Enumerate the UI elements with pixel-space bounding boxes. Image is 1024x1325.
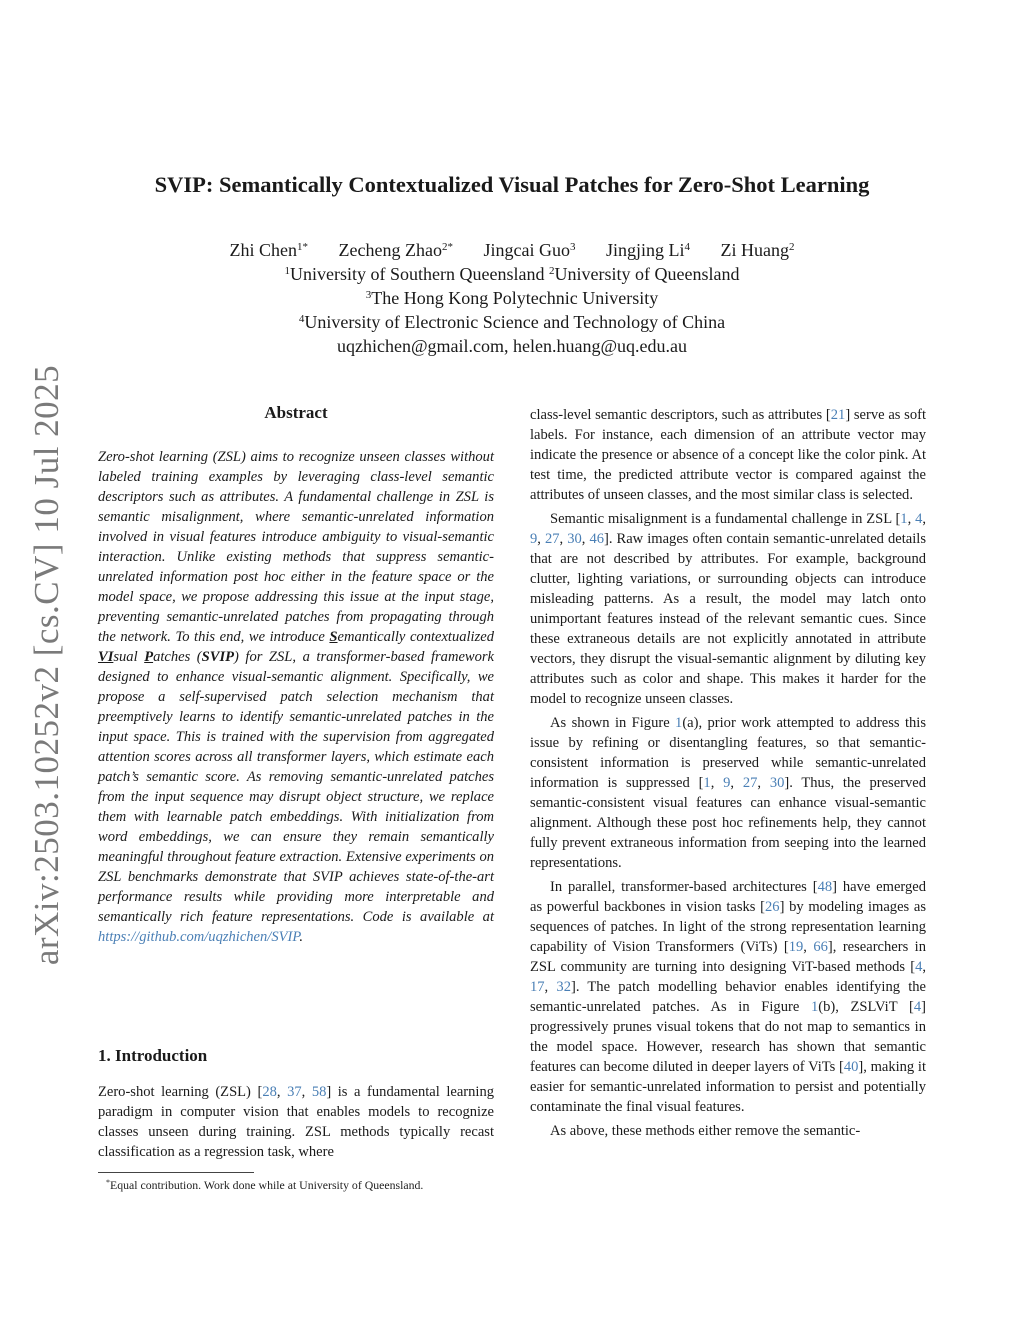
paper-title: SVIP: Semantically Contextualized Visual Patches for Zero-Shot Learning [154, 172, 870, 197]
citation-link[interactable]: 26 [765, 899, 780, 915]
author-emails: uqzhichen@gmail.com, helen.huang@uq.edu.au [336, 336, 688, 356]
figure-link[interactable]: 1 [675, 715, 683, 731]
intro-paragraph: Zero-shot learning (ZSL) [28, 37, 58] is a fundamental learning paradigm in computer vision that enables models to recognize classes unseen during training. ZSL methods typically recast classification as a regression task, where [98, 1084, 494, 1160]
abstract-heading: Abstract [264, 403, 328, 422]
author: Jingjing Li$^4$ [605, 240, 690, 260]
arxiv-identifier [23, 364, 71, 966]
citation-link[interactable]: 9 [530, 531, 538, 547]
footnote: *Equal contribution. Work done while at University of Queensland. [106, 1178, 424, 1192]
abstract-body [98, 447, 494, 947]
citation-link[interactable]: 9 [723, 775, 731, 791]
citation-link[interactable]: 58 [311, 1084, 327, 1100]
citation-link[interactable]: 21 [830, 407, 846, 423]
body-paragraph: In parallel, transformer-based architectures [48] have emerged as powerful backbones in vision tasks [26] by modeling images as sequences of patches. In light of the strong representation learning capability of Vision Transformers (ViTs) [19, 66], researchers in ZSL community are turning into designing ViT-based methods [4, 17, 32]. The patch modelling behavior enables identifying the semantic-unrelated patches. As in Figure 1(b), ZSLViT [4] progressively prunes visual tokens that do not map to semantics in the model space. However, research has shown that semantic features can become diluted in deeper layers of ViTs [40], making it easier for semantic-unrelated information to persist and potentially contaminate the final visual features. [530, 879, 926, 1115]
citation-link[interactable]: 32 [556, 979, 571, 995]
citation-link[interactable]: 48 [817, 879, 833, 895]
body-paragraph: As shown in Figure 1(a), prior work attempted to address this issue by refining or disentangling features, so that semantic-consistent information is preserved while semantic-unrelated information is suppressed [1, 9, 27, 30]. Thus, the preserved semantic-consistent visual features can enhance visual-semantic alignment. Although these post hoc refinements help, they cannot fully prevent extraneous information from seeping into the learned representations. [530, 715, 927, 871]
citation-link[interactable]: 1 [703, 775, 711, 791]
citation-link[interactable]: 4 [915, 511, 923, 527]
citation-link[interactable]: 4 [915, 959, 923, 975]
citation-link[interactable]: 28 [262, 1084, 277, 1100]
figure-link[interactable]: 1 [810, 999, 819, 1015]
citation-link[interactable]: 1 [900, 511, 908, 527]
citation-link[interactable]: 37 [287, 1084, 302, 1100]
author: Zhi Chen$^{1*}$ [229, 240, 309, 260]
citation-link[interactable]: 27 [544, 531, 560, 547]
author: Jingcai Guo$^3$ [483, 240, 576, 260]
right-column [530, 405, 926, 1141]
citation-link[interactable]: 40 [843, 1059, 859, 1075]
citation-link[interactable]: 17 [530, 979, 545, 995]
footnote-divider [98, 1172, 254, 1173]
author: Zi Huang$^2$ [720, 240, 795, 260]
introduction-left-column [98, 1082, 494, 1162]
citation-link[interactable]: 30 [769, 775, 785, 791]
citation-link[interactable]: 4 [913, 999, 922, 1015]
code-link[interactable]: https://github.com/uqzhichen/SVIP [98, 929, 300, 945]
citation-link[interactable]: 30 [567, 531, 582, 547]
citation-link[interactable]: 66 [813, 939, 828, 955]
affiliation-line-2: $^3$The Hong Kong Polytechnic University [365, 288, 659, 308]
section-heading-introduction: 1. Introduction [98, 1046, 208, 1065]
author-list [0, 240, 1024, 261]
arxiv-id-text: arXiv:2503.10252v2 [cs.CV] 10 Jul 2025 [27, 364, 66, 966]
author: Zecheng Zhao$^{2*}$ [338, 240, 453, 260]
affiliation-line-1: $^1$University of Southern Queensland $^2$University of Queensland [284, 264, 740, 284]
abstract-paragraph: Zero-shot learning (ZSL) aims to recognize unseen classes without labeled training examples by leveraging class-level semantic descriptors such as attributes. A fundamental challenge in ZSL is semantic misalignment, where semantic-unrelated information involved in visual features introduce ambiguity to visual-semantic interaction. Unlike existing methods that suppress semantic-unrelated information post hoc either in the feature space or the model space, we propose addressing this issue at the input stage, preventing semantic-unrelated patches from propagating through the network. To this end, we introduce Semantically contextualized VIsual Patches (SVIP) for ZSL, a transformer-based framework designed to enhance visual-semantic alignment. Specifically, we propose a self-supervised patch selection mechanism that preemptively learns to identify semantic-unrelated patches in the input space. This is trained with the supervision from aggregated attention scores across all transformer layers, which estimate each patch’s semantic score. As removing semantic-unrelated patches from the input sequence may disrupt object structure, we replace them with learnable patch embeddings. With initialization from word embeddings, we can ensure they remain semantically meaningful throughout feature extraction. Extensive experiments on ZSL benchmarks demonstrate that SVIP achieves state-of-the-art performance results while providing more interpretable and semantically rich feature representations. Code is available at https://github.com/uqzhichen/SVIP. [98, 449, 494, 945]
citation-link[interactable]: 27 [742, 775, 758, 791]
citation-link[interactable]: 19 [788, 939, 804, 955]
body-paragraph: class-level semantic descriptors, such as attributes [21] serve as soft labels. For instance, each dimension of an attribute vector may indicate the presence or absence of a concept like the color pink. At test time, the predicted attribute vector is compared against the attributes of unseen classes, and the most similar class is selected. [530, 407, 927, 503]
citation-link[interactable]: 46 [589, 531, 604, 547]
body-paragraph: As above, these methods either remove the semantic- [550, 1123, 861, 1139]
body-paragraph: Semantic misalignment is a fundamental challenge in ZSL [1, 4, 9, 27, 30, 46]. Raw images often contain semantic-unrelated details that are not described by attributes. For example, background clutter, lighting variations, or surrounding objects can introduce misleading patterns. As a result, the model may latch onto unimportant features instead of the relevant semantic cues. Since these extraneous details are not explicitly annotated in attribute vectors, they disrupt the visual-semantic alignment by diluting key attributes such as color and shape. This makes it harder for the model to recognize unseen classes. [530, 511, 926, 707]
affiliation-line-3: $^4$University of Electronic Science and Technology of China [298, 312, 726, 332]
